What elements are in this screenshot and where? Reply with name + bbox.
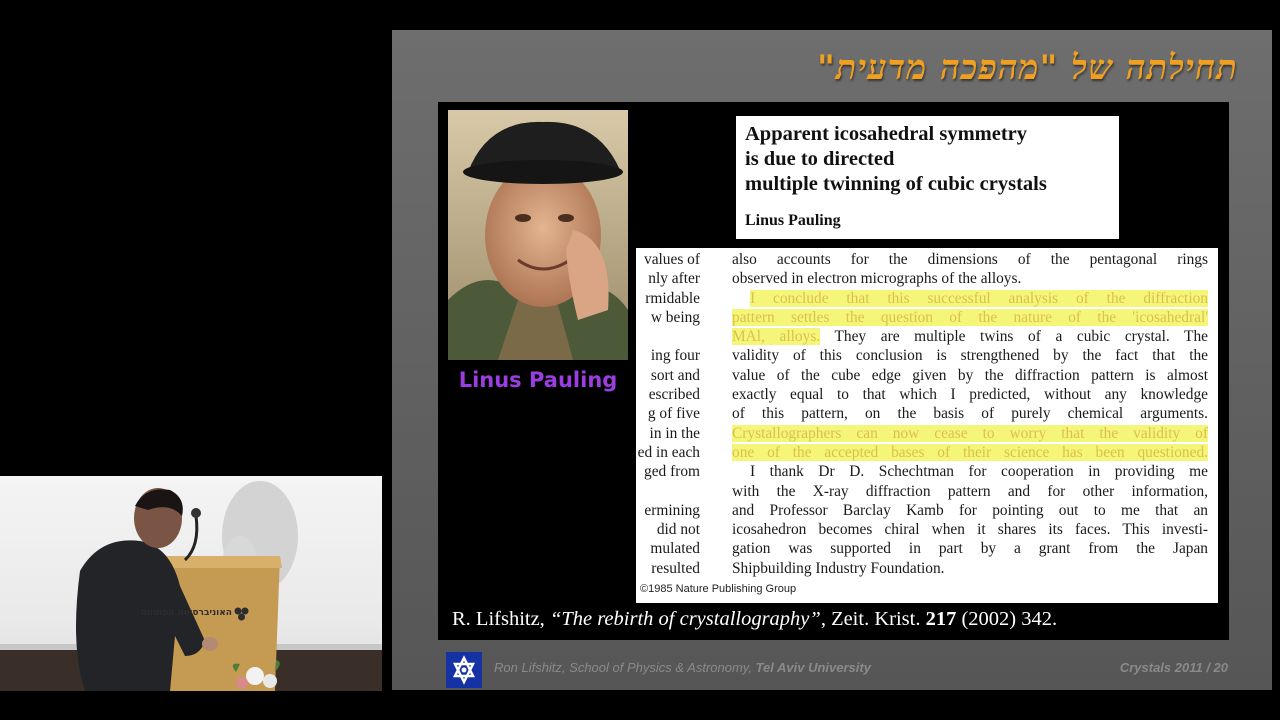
citation-rest: (2002) 342.	[956, 608, 1058, 630]
footer-university: Tel Aviv University	[755, 660, 871, 675]
article-text: gation was supported in part by a grant from the Japan	[732, 540, 1208, 558]
left-column-line: nly after	[648, 270, 700, 288]
article-line	[732, 366, 1208, 385]
article-line	[732, 520, 1208, 539]
citation-title: “The rebirth of crystallography”	[549, 608, 821, 630]
article-line	[732, 289, 1208, 308]
left-column-line	[636, 482, 700, 501]
article-line	[732, 327, 1208, 346]
copyright-line	[640, 583, 796, 595]
article-text: exactly equal to that which I predicted, without any knowledge	[732, 386, 1208, 404]
university-logo-icon	[446, 652, 482, 688]
left-column-line: g of five	[647, 405, 700, 423]
left-column-line	[636, 327, 700, 346]
article-line	[732, 443, 1208, 462]
article-line	[732, 539, 1208, 558]
highlighted-text: one of the accepted bases of their science has been questioned.	[732, 443, 1208, 461]
article-text: and Professor Barclay Kamb for pointing out to me that an	[732, 501, 1208, 519]
article-text: I thank Dr D. Schechtman for cooperation in providing me	[750, 463, 1208, 481]
article-text: of this pattern, on the basis of purely chemical arguments.	[732, 405, 1208, 423]
citation-journal: , Zeit. Krist.	[820, 608, 926, 630]
article-line	[732, 404, 1208, 423]
copyright-year: ©1985	[640, 583, 673, 595]
highlighted-text: Crystallographers can now cease to worry that the validity of	[732, 424, 1208, 442]
article-line	[732, 462, 1208, 481]
article-line	[732, 346, 1208, 365]
article-line	[732, 559, 1208, 578]
left-column-line: resulted	[651, 559, 700, 577]
left-column-line: mulated	[650, 540, 700, 558]
article-line	[732, 308, 1208, 327]
left-column-line: in in the	[649, 424, 700, 442]
article-text: also accounts for the dimensions of the pentagonal rings	[732, 251, 1208, 268]
left-column-line: did not	[656, 521, 700, 539]
article-line	[732, 385, 1208, 404]
highlighted-text: I conclude that this successful analysis of the diffraction	[750, 289, 1208, 307]
article-text: with the X-ray diffraction pattern and for other information,	[732, 482, 1208, 500]
footer-name: Ron Lifshitz, School of Physics & Astronomy,	[494, 660, 756, 675]
left-column-line: ged from	[644, 463, 700, 481]
left-column-line: rmidable	[645, 289, 700, 307]
highlighted-text: MAl, alloys.	[732, 328, 821, 346]
article-line	[732, 250, 1208, 269]
article-text: They are multiple twins of a cubic crystal. The	[820, 328, 1208, 346]
left-column-line: escribed	[648, 386, 700, 404]
left-column-line: ed in each	[637, 443, 700, 461]
footer-credit	[494, 660, 871, 675]
paper-title-line: Apparent icosahedral symmetry	[745, 123, 1028, 145]
portrait-photo	[448, 110, 628, 360]
left-column-line: values of	[644, 251, 700, 268]
article-excerpt	[636, 248, 1218, 603]
citation-author: R. Lifshitz,	[452, 608, 550, 630]
paper-author: Linus Pauling	[745, 212, 841, 229]
article-line	[732, 501, 1208, 520]
speaker-video-inset	[0, 476, 382, 691]
article-text: value of the cube edge given by the diffraction pattern is almost	[732, 366, 1208, 384]
citation-volume: 217	[925, 608, 957, 630]
article-text: observed in electron micrographs of the alloys.	[732, 270, 1022, 288]
highlighted-text: pattern settles the question of the nature of the 'icosahedral'	[732, 308, 1208, 326]
article-left-column	[636, 250, 700, 578]
article-right-column	[732, 250, 1208, 578]
paper-title-box	[736, 116, 1119, 239]
slide-title: תחילתה של "מהפכה מדעית"	[817, 48, 1238, 88]
article-line	[732, 269, 1208, 288]
article-line	[732, 424, 1208, 443]
article-line	[732, 482, 1208, 501]
article-text: Shipbuilding Industry Foundation.	[732, 559, 945, 577]
citation	[452, 608, 1057, 631]
presentation-slide	[392, 30, 1272, 690]
publisher-name: Nature Publishing Group	[675, 583, 797, 595]
paper-title	[745, 122, 1115, 197]
left-column-line: ing four	[650, 347, 700, 365]
slide-number: Crystals 2011 / 20	[1119, 660, 1228, 675]
portrait-caption: Linus Pauling	[458, 368, 618, 392]
article-text: validity of this conclusion is strengthened by the fact that the	[732, 347, 1208, 365]
podium-sign: האוניברסיטה הפתוחה	[140, 608, 232, 618]
left-column-line: sort and	[650, 366, 700, 384]
slide-footer	[392, 648, 1272, 690]
article-text: icosahedron becomes chiral when it shares its faces. This investi-	[732, 521, 1208, 539]
left-column-line: w being	[650, 308, 700, 326]
left-column-line: ermining	[644, 501, 700, 519]
paper-title-line: is due to directed	[745, 148, 895, 170]
paper-title-line: multiple twinning of cubic crystals	[745, 173, 1047, 195]
